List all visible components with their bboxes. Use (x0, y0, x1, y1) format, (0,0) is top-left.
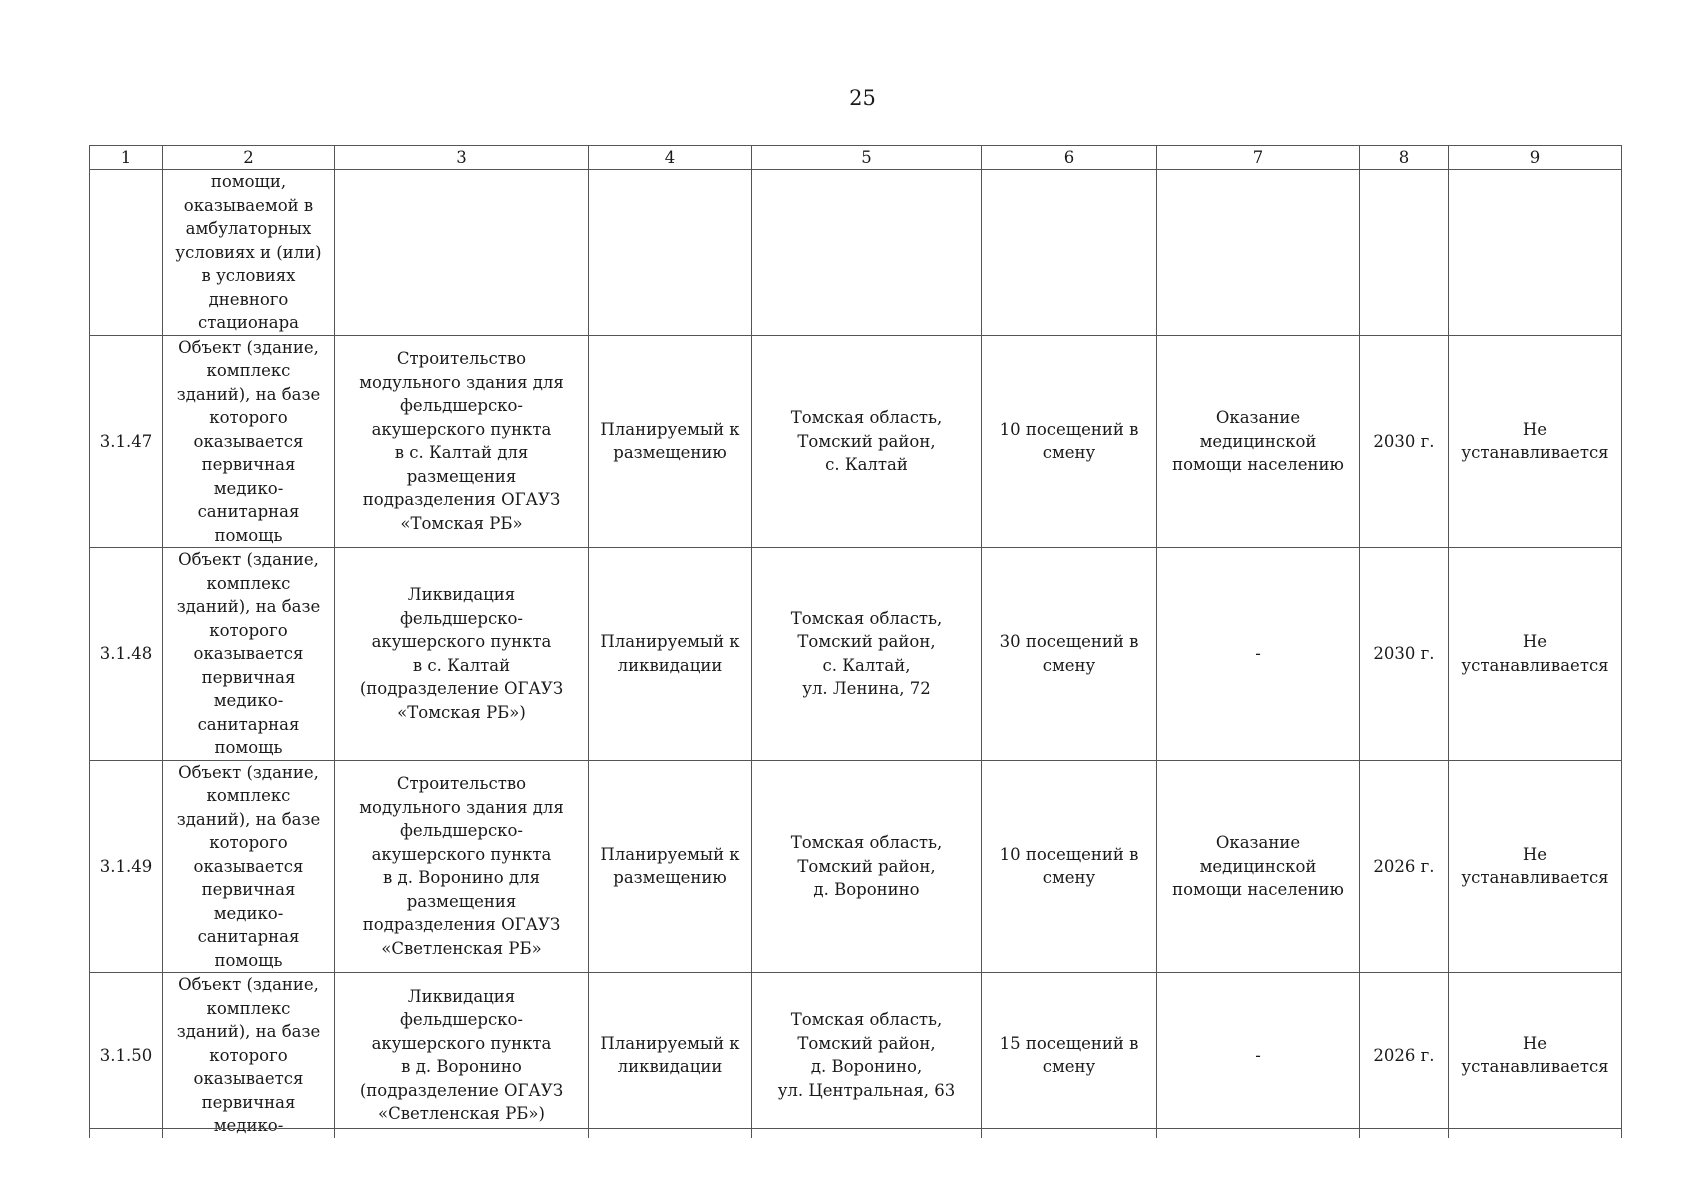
cell-text: Оказание медицинской помощи населению (1172, 408, 1344, 474)
object-type (163, 973, 335, 1138)
column-number: 3 (335, 146, 589, 170)
cell-text: 30 посещений в смену (999, 632, 1139, 675)
object-capacity (982, 973, 1157, 1138)
cell-text: помощи, оказываемой в амбулаторных условиях и (или) в условиях дневного стационара (175, 172, 322, 332)
object-status (589, 973, 752, 1138)
column-number: 1 (90, 146, 163, 170)
object-location (752, 335, 982, 548)
empty-cell (1157, 170, 1360, 336)
object-type (163, 548, 335, 761)
cell-text: Не устанавливается (1461, 844, 1609, 888)
cell-text: Томская область, Томский район, с. Калтай, ул. Ленина, 72 (790, 608, 943, 699)
empty-cell (90, 170, 163, 336)
object-description (335, 335, 589, 548)
object-status (589, 548, 752, 761)
cell-text: Объект (здание, комплекс зданий), на базе которого оказывается первичная медико- санитарная помощь (176, 762, 321, 970)
column-number: 4 (589, 146, 752, 170)
cell-text: - (1255, 1045, 1261, 1065)
empty-cell (1360, 170, 1449, 336)
cell-text: Томская область, Томский район, д. Воронино (790, 833, 943, 899)
table-row (90, 335, 1622, 548)
cell-text: Объект (здание, комплекс зданий), на базе которого оказывается первичная медико- (176, 975, 321, 1135)
cell-text: Оказание медицинской помощи населению (1172, 833, 1344, 899)
table-row (90, 760, 1622, 973)
object-zone (1449, 760, 1622, 973)
row-number: 3.1.47 (90, 335, 163, 548)
cell-text: - (1255, 644, 1261, 663)
object-year: 2026 г. (1360, 760, 1449, 973)
cell-text: Объект (здание, комплекс зданий), на базе которого оказывается первичная медико- санитарная помощь (176, 550, 321, 757)
cell-text: Планируемый к ликвидации (600, 1033, 740, 1077)
object-status (589, 335, 752, 548)
cell-text: Планируемый к размещению (600, 419, 740, 463)
column-number-row (90, 146, 1622, 170)
cell-text: Не устанавливается (1461, 632, 1609, 675)
object-zone (1449, 548, 1622, 761)
cell-text: Ликвидация фельдшерско- акушерского пункта в с. Калтай (подразделение ОГАУЗ «Томская РБ») (359, 585, 564, 722)
row-number: 3.1.50 (90, 973, 163, 1138)
table-bottom-rule (89, 1128, 1621, 1129)
object-description (335, 760, 589, 973)
empty-cell (335, 170, 589, 336)
cell-text: Строительство модульного здания для фельдшерско- акушерского пункта в с. Калтай для размещения подразделения ОГАУЗ «Томская РБ» (359, 349, 564, 533)
column-number: 9 (1449, 146, 1622, 170)
object-zone (1449, 973, 1622, 1138)
cell-text: 10 посещений в смену (999, 419, 1139, 463)
object-zone (1449, 335, 1622, 548)
row-number: 3.1.49 (90, 760, 163, 973)
object-capacity (982, 760, 1157, 973)
page-number: 25 (849, 86, 876, 110)
column-number: 2 (163, 146, 335, 170)
object-purpose (1157, 335, 1360, 548)
empty-cell (1449, 170, 1622, 336)
cell-text: Планируемый к размещению (600, 844, 740, 888)
object-capacity (982, 335, 1157, 548)
cell-text: 15 посещений в смену (999, 1033, 1139, 1077)
cell-text: Ликвидация фельдшерско- акушерского пункта в д. Воронино (подразделение ОГАУЗ «Светленская РБ») (359, 986, 564, 1124)
cell-text: Планируемый к ликвидации (600, 632, 740, 675)
object-type-continuation (163, 170, 335, 336)
object-type (163, 335, 335, 548)
cell-text: 10 посещений в смену (999, 844, 1139, 888)
cell-text: Томская область, Томский район, д. Воронино, ул. Центральная, 63 (777, 1010, 956, 1100)
column-number: 6 (982, 146, 1157, 170)
table-row (90, 973, 1622, 1138)
column-number: 8 (1360, 146, 1449, 170)
row-number: 3.1.48 (90, 548, 163, 761)
cell-text: Томская область, Томский район, с. Калтай (790, 408, 943, 474)
object-year: 2026 г. (1360, 973, 1449, 1138)
cell-text: Не устанавливается (1461, 419, 1609, 463)
object-type (163, 760, 335, 973)
table-row (90, 548, 1622, 761)
objects-table (89, 145, 1622, 1138)
object-status (589, 760, 752, 973)
empty-cell (589, 170, 752, 336)
object-purpose (1157, 548, 1360, 761)
cell-text: Объект (здание, комплекс зданий), на базе которого оказывается первичная медико- санитарная помощь (176, 337, 321, 545)
column-number: 7 (1157, 146, 1360, 170)
empty-cell (752, 170, 982, 336)
object-purpose (1157, 760, 1360, 973)
object-year: 2030 г. (1360, 548, 1449, 761)
object-purpose (1157, 973, 1360, 1138)
cell-text: Не устанавливается (1461, 1033, 1609, 1077)
continuation-row (90, 170, 1622, 336)
object-capacity (982, 548, 1157, 761)
object-location (752, 548, 982, 761)
object-year: 2030 г. (1360, 335, 1449, 548)
column-number: 5 (752, 146, 982, 170)
object-location (752, 973, 982, 1138)
object-description (335, 973, 589, 1138)
empty-cell (982, 170, 1157, 336)
object-description (335, 548, 589, 761)
object-location (752, 760, 982, 973)
cell-text: Строительство модульного здания для фельдшерско- акушерского пункта в д. Воронино для размещения подразделения ОГАУЗ «Светленская РБ» (359, 774, 564, 958)
